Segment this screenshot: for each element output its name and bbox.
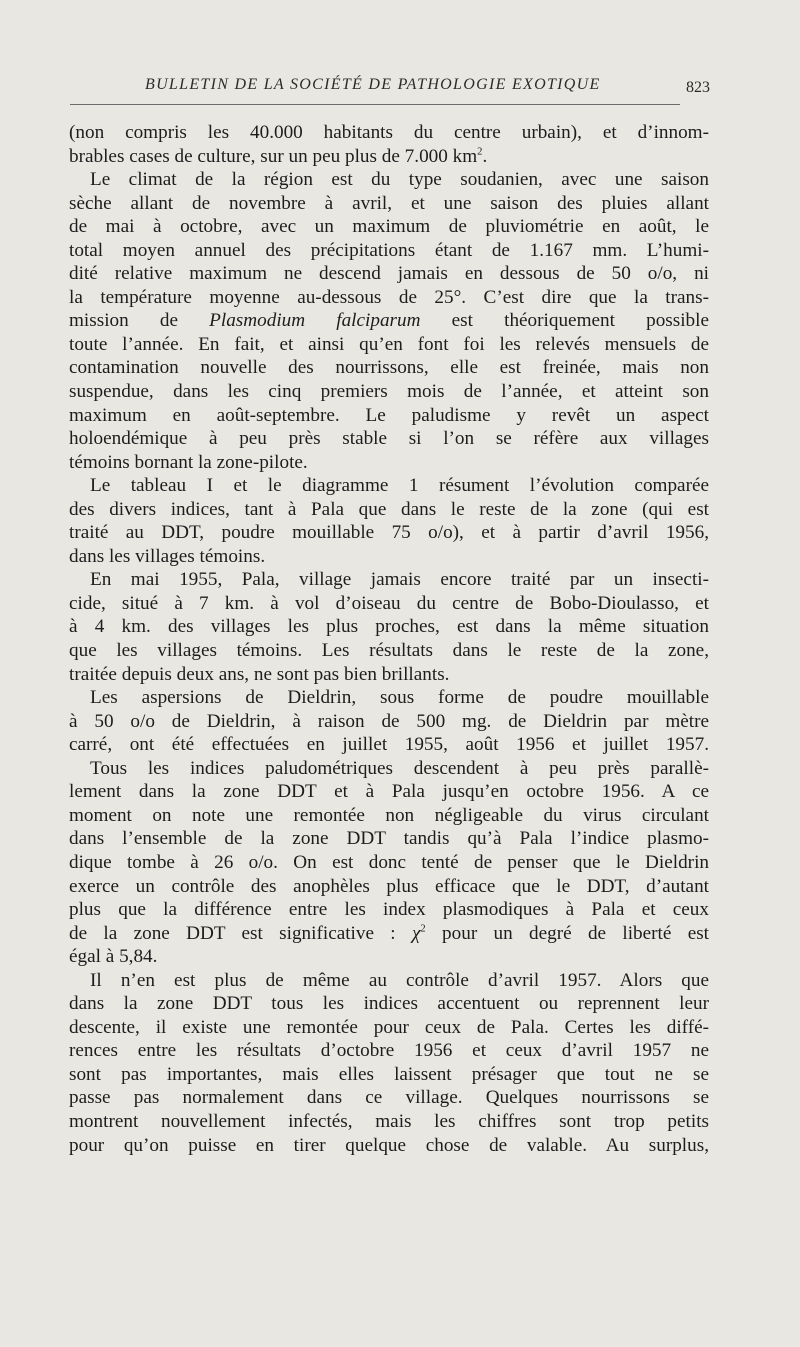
text-line: témoins bornant la zone-pilote. bbox=[69, 451, 308, 473]
text-line: lement dans la zone DDT et à Pala jusqu’en octobre 1956. A ce bbox=[69, 781, 709, 803]
text-line: maximum en août-septembre. Le paludisme y revêt un aspect bbox=[69, 404, 709, 426]
text-line: Il n’en est plus de même au contrôle d’avril 1957. Alors que bbox=[90, 969, 709, 991]
text-fragment: brables cases de culture, sur un peu plus de 7.000 km bbox=[69, 145, 478, 167]
text-line: montrent nouvellement infectés, mais les chiffres sont trop petits bbox=[69, 1110, 709, 1132]
text-line: sèche allant de novembre à avril, et une saison des pluies allant bbox=[69, 192, 709, 214]
text-line: contamination nouvelle des nourrissons, elle est freinée, mais non bbox=[69, 357, 709, 379]
page-number: 823 bbox=[686, 79, 710, 96]
text-line: exerce un contrôle des anophèles plus efficace que le DDT, d’autant bbox=[69, 875, 709, 897]
chi-symbol: χ bbox=[411, 922, 421, 944]
text-line: égal à 5,84. bbox=[69, 946, 158, 968]
text-fragment: de la zone DDT est significative : bbox=[69, 922, 396, 944]
text-fragment: pour un degré de liberté est bbox=[442, 922, 710, 944]
text-line: rences entre les résultats d’octobre 1956 et ceux d’avril 1957 ne bbox=[69, 1040, 709, 1062]
text-line: passe pas normalement dans ce village. Quelques nourrissons se bbox=[69, 1087, 709, 1109]
text-line: total moyen annuel des précipitations étant de 1.167 mm. L’humi- bbox=[69, 239, 709, 261]
italic-species-name: Plasmodium falciparum bbox=[209, 310, 421, 332]
text-line: pour qu’on puisse en tirer quelque chose de valable. Au surplus, bbox=[69, 1134, 709, 1156]
header-rule bbox=[70, 104, 680, 105]
text-line bbox=[69, 309, 709, 333]
text-line: que les villages témoins. Les résultats dans le reste de la zone, bbox=[69, 640, 709, 662]
text-line: En mai 1955, Pala, village jamais encore traité par un insecti- bbox=[90, 569, 709, 591]
superscript: 2 bbox=[477, 146, 483, 158]
text-line: dans la zone DDT tous les indices accentuent ou reprennent leur bbox=[69, 993, 709, 1015]
text-fragment: est théoriquement possible bbox=[451, 310, 709, 332]
text-line: plus que la différence entre les index plasmodiques à Pala et ceux bbox=[69, 899, 709, 921]
text-line: Le tableau I et le diagramme 1 résument l’évolution comparée bbox=[90, 475, 709, 497]
text-line: sont pas importantes, mais elles laissent présager que tout ne se bbox=[69, 1063, 709, 1085]
text-line: descente, il existe une remontée pour ceux de Pala. Certes les diffé- bbox=[69, 1016, 709, 1038]
text-line: Les aspersions de Dieldrin, sous forme de poudre mouillable bbox=[90, 687, 709, 709]
text-line: à 4 km. des villages les plus proches, est dans la même situation bbox=[69, 616, 709, 638]
running-title: BULLETIN DE LA SOCIÉTÉ DE PATHOLOGIE EXOTIQUE bbox=[145, 76, 601, 93]
text-line: suspendue, dans les cinq premiers mois de l’année, et atteint son bbox=[69, 381, 709, 403]
text-line: dans l’ensemble de la zone DDT tandis qu’à Pala l’indice plasmo- bbox=[69, 828, 709, 850]
text-line: (non compris les 40.000 habitants du centre urbain), et d’innom- bbox=[69, 122, 709, 143]
text-fragment: mission de bbox=[69, 310, 178, 332]
text-line: Tous les indices paludométriques descendent à peu près parallè- bbox=[90, 757, 709, 779]
text-line: traité au DDT, poudre mouillable 75 o/o), et à partir d’avril 1956, bbox=[69, 522, 709, 544]
text-line: de mai à octobre, avec un maximum de pluviométrie en août, le bbox=[69, 216, 709, 238]
running-header bbox=[70, 76, 710, 106]
text-line: dans les villages témoins. bbox=[69, 545, 266, 567]
text-line: toute l’année. En fait, et ainsi qu’en font foi les relevés mensuels de bbox=[69, 333, 709, 355]
text-line: holoendémique à peu près stable si l’on se réfère aux villages bbox=[69, 428, 709, 450]
body-text bbox=[69, 121, 709, 1157]
text-line: à 50 o/o de Dieldrin, à raison de 500 mg. de Dieldrin par mètre bbox=[69, 710, 709, 732]
text-line bbox=[69, 922, 709, 946]
text-line: cide, situé à 7 km. à vol d’oiseau du centre de Bobo-Dioulasso, et bbox=[69, 592, 709, 614]
text-line: dique tombe à 26 o/o. On est donc tenté de penser que le Dieldrin bbox=[69, 851, 709, 873]
text-line: Le climat de la région est du type soudanien, avec une saison bbox=[90, 169, 709, 191]
text-line: la température moyenne au-dessous de 25°. C’est dire que la trans- bbox=[69, 286, 709, 308]
text-line: dité relative maximum ne descend jamais en dessous de 50 o/o, ni bbox=[69, 263, 709, 285]
text-line: carré, ont été effectuées en juillet 1955, août 1956 et juillet 1957. bbox=[69, 734, 709, 756]
text-line bbox=[69, 145, 709, 169]
text-line: moment on note une remontée non négligeable du virus circulant bbox=[69, 804, 709, 826]
text-fragment: . bbox=[482, 145, 488, 167]
text-line: traitée depuis deux ans, ne sont pas bien brillants. bbox=[69, 663, 450, 685]
superscript: 2 bbox=[420, 923, 426, 935]
text-line: des divers indices, tant à Pala que dans le reste de la zone (qui est bbox=[69, 498, 709, 520]
